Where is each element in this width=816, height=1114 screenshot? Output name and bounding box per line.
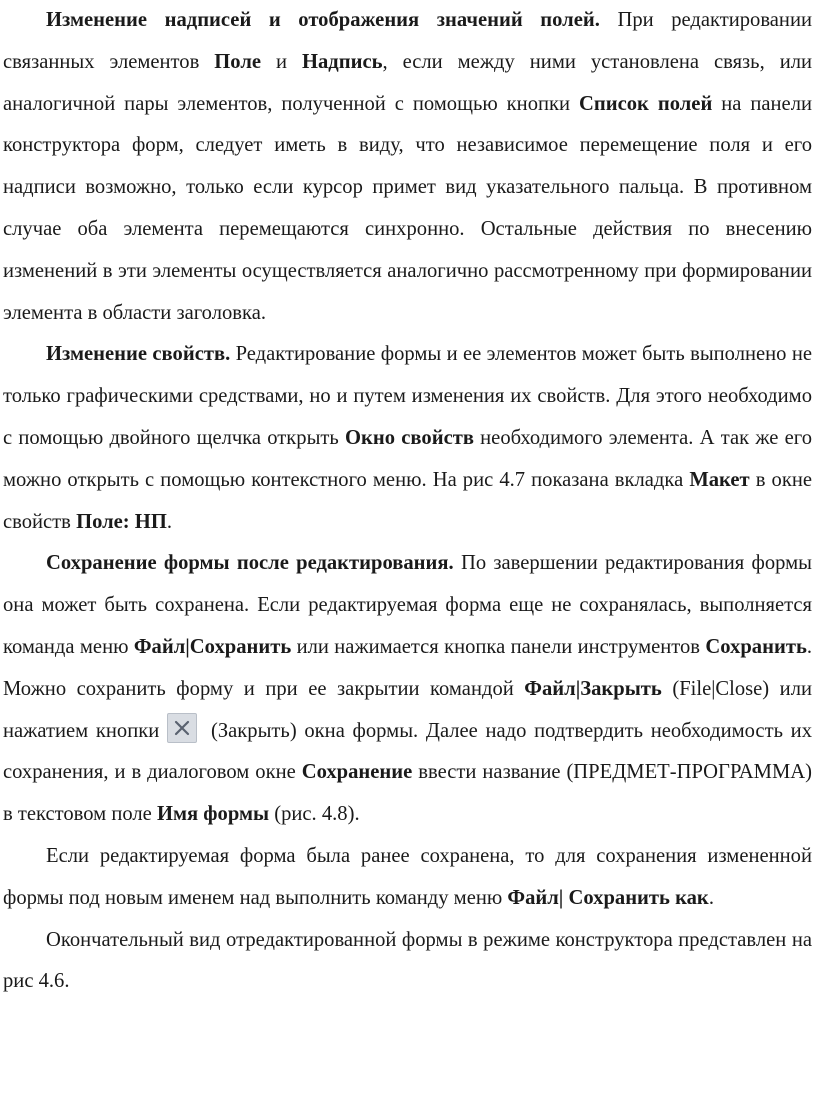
bold-term: Файл| Сохранить как <box>507 886 709 909</box>
body-text: . <box>166 510 173 533</box>
paragraph-save-as <box>3 836 812 920</box>
bold-term: Надпись <box>301 50 383 73</box>
bold-term: Сохранение <box>301 761 413 784</box>
body-text: (Закрыть) окна формы. Далее надо подтвердить необходимость их сохранения, и в диалоговом окне <box>3 719 812 784</box>
close-icon <box>167 713 197 743</box>
bold-term: Окно свойств <box>345 426 474 449</box>
bold-term: Поле <box>214 50 262 73</box>
paragraph-final-view <box>3 920 812 1004</box>
bold-term: Сохранить <box>705 635 807 658</box>
body-text: По завершении редактирования формы она может быть сохранена. Если редактируемая форма еще не сохранялась, выполняется команда меню <box>3 552 812 658</box>
body-text: . <box>708 886 714 909</box>
body-text: (File|Close) или нажатием кнопки <box>3 677 812 742</box>
bold-term: Макет <box>689 468 750 491</box>
bold-term: Файл|Сохранить <box>133 635 292 658</box>
body-text: или нажимается кнопка панели инструментов <box>291 635 706 658</box>
body-text: на панели конструктора форм, следует иметь в виду, что независимое перемещение поля и его надписи возможно, только если курсор примет вид указательного пальца. В противном случае оба элемента перемещаются синхронно. Остальные действия по внесению изменений в эти элементы осуществляется аналогично рассмотренному при формировании элемента в области заголовка. <box>3 92 812 324</box>
section-heading: Изменение свойств. <box>46 343 231 366</box>
body-text: Редактирование формы и ее элементов может быть выполнено не только графическими средствами, но и путем изменения их свойств. Для этого необходимо с помощью двойного щелчка открыть <box>3 343 812 449</box>
body-text: При редактировании связанных элементов <box>3 9 812 73</box>
body-text: Окончательный вид отредактированной формы в режиме конструктора представлен на рис 4.6. <box>3 928 812 993</box>
bold-term: Список полей <box>579 92 713 115</box>
body-text: в окне свойств <box>3 468 813 533</box>
body-text: Если редактируемая форма была ранее сохранена, то для сохранения измененной формы под новым именем над выполнить команду меню <box>3 844 812 909</box>
section-heading: Сохранение формы после редактирования. <box>46 552 454 575</box>
body-text: (рис. 4.8). <box>269 803 360 826</box>
body-text: и <box>261 50 302 73</box>
paragraph-properties <box>3 334 812 543</box>
bold-term: Файл|Закрыть <box>524 677 662 700</box>
paragraph-saving <box>3 543 812 836</box>
paragraph-field-labels <box>3 0 812 334</box>
body-text: необходимого элемента. А так же его можно открыть с помощью контекстного меню. На рис 4.7 показана вкладка <box>3 426 812 491</box>
section-heading: Изменение надписей и отображения значений полей. <box>46 9 600 31</box>
bold-term: Имя формы <box>156 803 270 826</box>
body-text: . Можно сохранить форму и при ее закрытии командой <box>3 635 812 700</box>
body-text: ввести название (ПРЕДМЕТ-ПРОГРАММА) в текстовом поле <box>3 761 812 826</box>
body-text: , если между ними установлена связь, или аналогичной пары элементов, полученной с помощью кнопки <box>3 50 813 115</box>
bold-term: Поле: НП <box>76 510 167 533</box>
